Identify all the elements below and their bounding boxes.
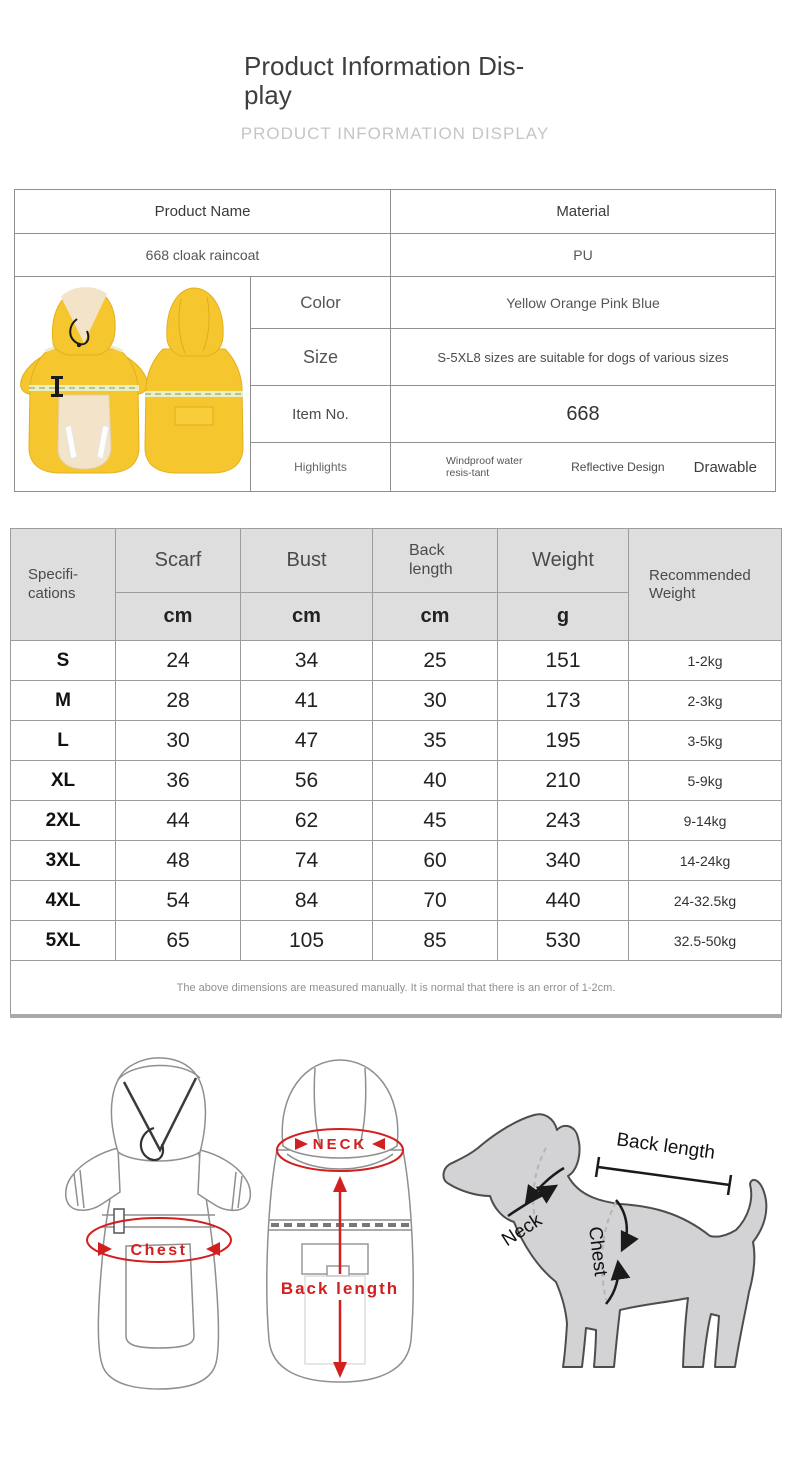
- table-cell: 34: [241, 641, 373, 681]
- table-row: [11, 921, 782, 961]
- highlight-item: Windproof water resis-tant: [446, 454, 523, 480]
- table-cell: 105: [241, 921, 373, 961]
- highlights-label: Highlights: [251, 443, 391, 492]
- size-chart-table: [10, 528, 782, 1018]
- table-cell: S: [11, 641, 116, 681]
- table-cell: 530: [498, 921, 629, 961]
- highlight-item: Drawable: [693, 458, 757, 476]
- dog-neck-label: Neck: [498, 1209, 546, 1252]
- unit-cell: g: [498, 593, 629, 641]
- table-cell: 85: [373, 921, 498, 961]
- table-cell: XL: [11, 761, 116, 801]
- unit-cell: cm: [241, 593, 373, 641]
- color-label: Color: [251, 277, 391, 329]
- table-row: [15, 234, 776, 277]
- table-cell: 56: [241, 761, 373, 801]
- table-cell: 45: [373, 801, 498, 841]
- table-cell: 70: [373, 881, 498, 921]
- col-header-recommended-weight: Recommended Weight: [629, 529, 782, 641]
- table-row: [11, 881, 782, 921]
- material-header: Material: [391, 190, 776, 234]
- chest-label: Chest: [130, 1242, 188, 1260]
- table-cell: 210: [498, 761, 629, 801]
- table-cell: 3-5kg: [629, 721, 782, 761]
- col-header-weight: Weight: [498, 529, 629, 593]
- material-value: PU: [391, 234, 776, 277]
- table-row: [11, 841, 782, 881]
- table-cell: 65: [116, 921, 241, 961]
- table-cell: 195: [498, 721, 629, 761]
- page-title-line1: Product Information Dis-: [244, 51, 525, 81]
- spec-header: Specifi-cations: [11, 529, 116, 641]
- neck-label: NECK: [312, 1136, 368, 1154]
- raincoat-photo-illustration: [15, 279, 251, 484]
- table-row: [11, 529, 782, 593]
- table-row: [11, 721, 782, 761]
- coat-front-diagram: [62, 1048, 257, 1396]
- coat-back-diagram: [255, 1048, 425, 1396]
- table-cell: 151: [498, 641, 629, 681]
- table-cell: 60: [373, 841, 498, 881]
- table-cell: 24: [116, 641, 241, 681]
- table-cell: 84: [241, 881, 373, 921]
- table-cell: 44: [116, 801, 241, 841]
- table-row: [15, 277, 776, 329]
- table-cell: 48: [116, 841, 241, 881]
- col-header-scarf: Scarf: [116, 529, 241, 593]
- item-no-value: 668: [391, 386, 776, 443]
- table-row: [11, 801, 782, 841]
- item-no-label: Item No.: [251, 386, 391, 443]
- table-cell: 36: [116, 761, 241, 801]
- col-header-back-length: Back length: [373, 529, 498, 593]
- table-cell: 4XL: [11, 881, 116, 921]
- product-name-value: 668 cloak raincoat: [15, 234, 391, 277]
- page-subtitle: PRODUCT INFORMATION DISPLAY: [240, 124, 550, 144]
- dog-chest-label: Chest: [584, 1225, 611, 1278]
- table-cell: 74: [241, 841, 373, 881]
- col-header-bust: Bust: [241, 529, 373, 593]
- table-cell: 2XL: [11, 801, 116, 841]
- table-cell: 5-9kg: [629, 761, 782, 801]
- measurement-diagrams: [0, 1048, 790, 1420]
- table-cell: L: [11, 721, 116, 761]
- table-cell: 14-24kg: [629, 841, 782, 881]
- back-length-label: Back length: [280, 1279, 400, 1299]
- table-cell: 32.5-50kg: [629, 921, 782, 961]
- table-cell: 30: [373, 681, 498, 721]
- table-cell: 1-2kg: [629, 641, 782, 681]
- table-row: [11, 681, 782, 721]
- table-cell: 173: [498, 681, 629, 721]
- product-info-table: [14, 189, 776, 492]
- table-row: [11, 641, 782, 681]
- table-cell: 340: [498, 841, 629, 881]
- table-cell: 40: [373, 761, 498, 801]
- table-row: [15, 190, 776, 234]
- table-cell: 47: [241, 721, 373, 761]
- page-title-line2: play: [244, 79, 292, 110]
- table-row: [11, 961, 782, 1017]
- table-cell: 30: [116, 721, 241, 761]
- table-cell: 440: [498, 881, 629, 921]
- table-cell: 5XL: [11, 921, 116, 961]
- table-row: [11, 761, 782, 801]
- table-cell: M: [11, 681, 116, 721]
- table-cell: 24-32.5kg: [629, 881, 782, 921]
- table-cell: 243: [498, 801, 629, 841]
- dog-back-length-label: Back length: [615, 1129, 717, 1165]
- unit-cell: cm: [116, 593, 241, 641]
- table-cell: 2-3kg: [629, 681, 782, 721]
- product-name-header: Product Name: [15, 190, 391, 234]
- page-title: [244, 52, 546, 109]
- table-cell: 28: [116, 681, 241, 721]
- product-photo: [15, 277, 251, 492]
- table-cell: 9-14kg: [629, 801, 782, 841]
- table-cell: 35: [373, 721, 498, 761]
- table-cell: 54: [116, 881, 241, 921]
- table-cell: 3XL: [11, 841, 116, 881]
- table-cell: 41: [241, 681, 373, 721]
- highlights-value: [391, 443, 776, 492]
- size-value: S-5XL8 sizes are suitable for dogs of various sizes: [391, 329, 776, 386]
- highlight-item: Reflective Design: [571, 460, 665, 475]
- dog-measurement-diagram: [430, 1052, 780, 1387]
- table-cell: 62: [241, 801, 373, 841]
- unit-cell: cm: [373, 593, 498, 641]
- size-label: Size: [251, 329, 391, 386]
- color-value: Yellow Orange Pink Blue: [391, 277, 776, 329]
- table-cell: 25: [373, 641, 498, 681]
- measurement-note: The above dimensions are measured manually. It is normal that there is an error of 1-2cm.: [11, 961, 782, 1017]
